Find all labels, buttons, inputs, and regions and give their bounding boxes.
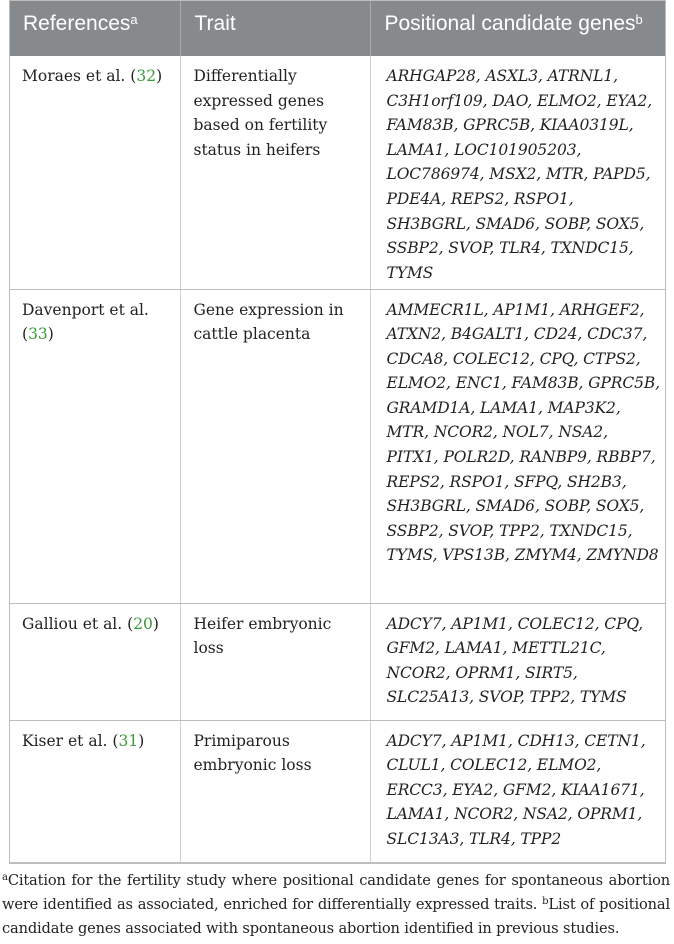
header-row (9, 0, 666, 56)
reference-cell: Moraes et al. (32) (9, 56, 180, 289)
genes-cell: ADCY7, AP1M1, COLEC12, CPQ, GFM2, LAMA1, METTL21C, NCOR2, OPRM1, SIRT5, SLC25A13, SVOP, TPP2, TYMS (370, 603, 666, 720)
trait-cell: Differentially expressed genes based on fertility status in heifers (180, 56, 370, 289)
footnote-a-marker: a (2, 872, 8, 883)
footnote-marker-b: b (635, 12, 643, 27)
header-genes-label: Positional candidate genes (384, 12, 636, 35)
reference-authors: Davenport et al. (22, 300, 149, 319)
header-trait (180, 0, 370, 56)
trait-cell: Gene expression in cattle placenta (180, 289, 370, 603)
reference-authors: Moraes et al. (22, 67, 126, 85)
genes-cell: ADCY7, AP1M1, CDH13, CETN1, CLUL1, COLEC12, ELMO2, ERCC3, EYA2, GFM2, KIAA1671, LAMA1, NCOR2, NSA2, OPRM1, SLC13A3, TLR4, TPP2 (370, 720, 666, 863)
reference-cell: Davenport et al. (33) (9, 289, 180, 603)
genes-cell: ARHGAP28, ASXL3, ATRNL1, C3H1orf109, DAO, ELMO2, EYA2, FAM83B, GPRC5B, KIAA0319L, LAMA1, LOC101905203, LOC786974, MSX2, MTR, PAPD5, PDE4A, REPS2, RSPO1, SH3BGRL, SMAD6, SOBP, SOX5, SSBP2, SVOP, TLR4, TXNDC15, TYMS (370, 56, 666, 289)
table-row (9, 603, 666, 720)
table-row (9, 289, 666, 603)
footnote-marker-a: a (130, 12, 138, 27)
reference-cell: Kiser et al. (31) (9, 720, 180, 863)
citation-link[interactable]: 32 (136, 67, 157, 85)
trait-cell: Heifer embryonic loss (180, 603, 370, 720)
footnote-b-text: List of positional candidate genes associated with spontaneous abortion identified in previous studies. (2, 896, 670, 937)
reference-cell: Galliou et al. (20) (9, 603, 180, 720)
table-row (9, 56, 666, 289)
table-body (9, 56, 666, 863)
footnote-b-marker: b (542, 896, 549, 907)
candidate-genes-table (9, 0, 666, 864)
header-references (9, 0, 180, 56)
footnote-a-text: Citation for the fertility study where positional candidate genes for spontaneous abortion were identified as associated, enriched for differentially expressed traits. (2, 872, 670, 913)
header-trait-label: Trait (194, 12, 236, 35)
table-header (9, 0, 666, 56)
header-references-label: References (23, 12, 131, 35)
header-genes (370, 0, 666, 56)
citation-link[interactable]: 33 (28, 325, 48, 344)
reference-authors: Kiser et al. (22, 731, 108, 750)
table-footnote (2, 869, 670, 941)
reference-authors: Galliou et al. (22, 614, 123, 633)
citation-link[interactable]: 20 (133, 614, 153, 633)
trait-cell: Primiparous embryonic loss (180, 720, 370, 863)
genes-cell: AMMECR1L, AP1M1, ARHGEF2, ATXN2, B4GALT1, CD24, CDC37, CDCA8, COLEC12, CPQ, CTPS2, ELMO2, ENC1, FAM83B, GPRC5B, GRAMD1A, LAMA1, MAP3K2, MTR, NCOR2, NOL7, NSA2, PITX1, POLR2D, RANBP9, RBBP7, REPS2, RSPO1, SFPQ, SH2B3, SH3BGRL, SMAD6, SOBP, SOX5, SSBP2, SVOP, TPP2, TXNDC15, TYMS, VPS13B, ZMYM4, ZMYND8 (370, 289, 666, 603)
citation-link[interactable]: 31 (118, 731, 139, 750)
table-row (9, 720, 666, 863)
